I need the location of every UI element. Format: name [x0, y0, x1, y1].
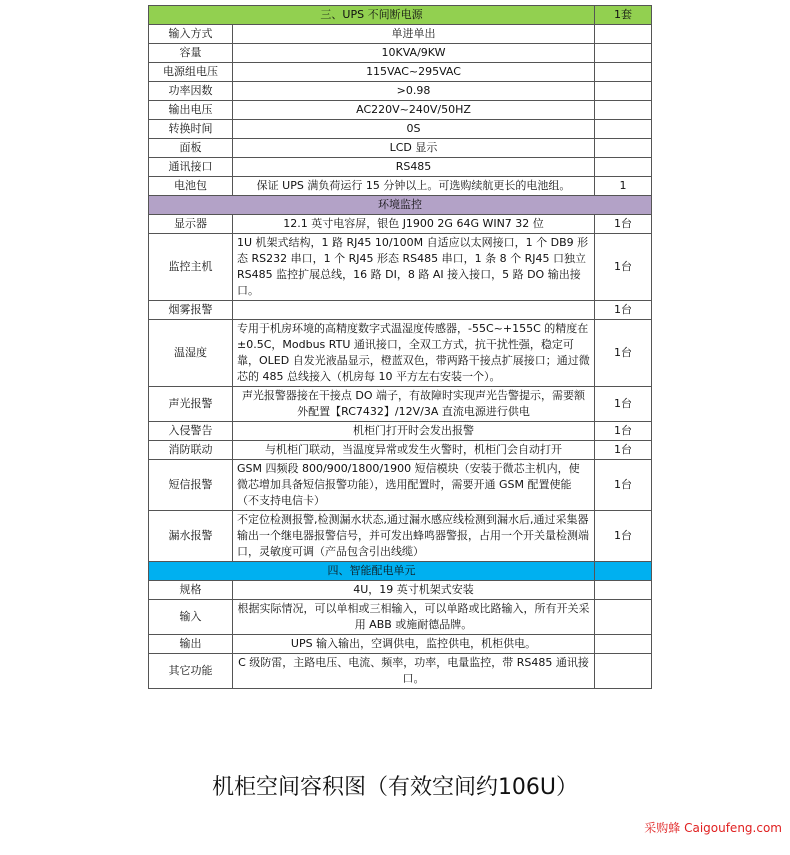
table-row [149, 101, 652, 120]
table-row [149, 460, 652, 511]
row-label: 烟雾报警 [149, 301, 233, 320]
table-row [149, 120, 652, 139]
row-label: 功率因数 [149, 82, 233, 101]
row-value: 4U，19 英寸机架式安装 [233, 581, 595, 600]
row-qty: 1 [595, 177, 652, 196]
row-value: 声光报警器接在干接点 DO 端子，有故障时实现声光告警提示，需要额外配置【RC7432】/12V/3A 直流电源进行供电 [233, 387, 595, 422]
row-label: 监控主机 [149, 234, 233, 301]
table-row [149, 63, 652, 82]
row-value: C 级防雷，主路电压、电流、频率，功率，电量监控，带 RS485 通讯接口。 [233, 654, 595, 689]
row-label: 输出电压 [149, 101, 233, 120]
spec-table [148, 5, 652, 689]
row-qty [595, 581, 652, 600]
row-value: 115VAC~295VAC [233, 63, 595, 82]
row-value: 专用于机房环境的高精度数字式温湿度传感器，-55C~+155C 的精度在 ±0.5C，Modbus RTU 通讯接口，全双工方式，抗干扰性强，稳定可靠，OLED 自发光液晶显示，橙蓝双色，带两路干接点扩展接口；通过微芯的 485 总线接入（机房每 10 平方左右安装一个）。 [233, 320, 595, 387]
figure-caption: 机柜空间容积图（有效空间约106U） [211, 775, 579, 800]
section-title-env: 环境监控 [149, 196, 652, 215]
row-qty: 1台 [595, 301, 652, 320]
row-qty: 1台 [595, 387, 652, 422]
row-label: 输入 [149, 600, 233, 635]
section-qty-ups: 1套 [595, 6, 652, 25]
row-qty: 1台 [595, 422, 652, 441]
row-value: LCD 显示 [233, 139, 595, 158]
section-header-env [149, 196, 652, 215]
table-row [149, 600, 652, 635]
table-row [149, 441, 652, 460]
row-qty: 1台 [595, 441, 652, 460]
row-label: 输出 [149, 635, 233, 654]
row-value: RS485 [233, 158, 595, 177]
table-row [149, 25, 652, 44]
section-header-pdu [149, 562, 652, 581]
section-header-ups [149, 6, 652, 25]
row-value: 0S [233, 120, 595, 139]
row-label: 通讯接口 [149, 158, 233, 177]
row-value: 保证 UPS 满负荷运行 15 分钟以上。可选购续航更长的电池组。 [233, 177, 595, 196]
row-label: 转换时间 [149, 120, 233, 139]
table-row [149, 158, 652, 177]
table-row [149, 654, 652, 689]
row-label: 容量 [149, 44, 233, 63]
row-qty [595, 158, 652, 177]
watermark-text: 采购蜂 Caigoufeng.com [644, 821, 782, 835]
table-row [149, 215, 652, 234]
row-qty [595, 25, 652, 44]
row-qty: 1台 [595, 215, 652, 234]
table-row [149, 234, 652, 301]
row-value: GSM 四频段 800/900/1800/1900 短信模块（安装于微芯主机内，使微芯增加具备短信报警功能），选用配置时，需要开通 GSM 配置使能（不支持电信卡） [233, 460, 595, 511]
row-qty [595, 82, 652, 101]
row-label: 温湿度 [149, 320, 233, 387]
row-value: 与机柜门联动，当温度异常或发生火警时，机柜门会自动打开 [233, 441, 595, 460]
row-qty: 1台 [595, 511, 652, 562]
table-row [149, 177, 652, 196]
table-row [149, 581, 652, 600]
row-qty [595, 63, 652, 82]
table-row [149, 422, 652, 441]
row-value: 单进单出 [233, 25, 595, 44]
row-value: 机柜门打开时会发出报警 [233, 422, 595, 441]
row-label: 输入方式 [149, 25, 233, 44]
table-row [149, 139, 652, 158]
row-value: 1U 机架式结构，1 路 RJ45 10/100M 自适应以太网接口，1 个 DB9 形态 RS232 串口，1 个 RJ45 形态 RS485 串口，1 条 8 个 RJ45 口独立 RS485 监控扩展总线，16 路 DI，8 路 AI 接入接口，5 路 DO 输出接口。 [233, 234, 595, 301]
row-label: 消防联动 [149, 441, 233, 460]
row-value [233, 301, 595, 320]
row-qty [595, 139, 652, 158]
row-qty: 1台 [595, 460, 652, 511]
row-label: 声光报警 [149, 387, 233, 422]
row-value: 10KVA/9KW [233, 44, 595, 63]
table-row [149, 387, 652, 422]
row-value: AC220V~240V/50HZ [233, 101, 595, 120]
row-label: 入侵警告 [149, 422, 233, 441]
section-qty-pdu [595, 562, 652, 581]
row-qty [595, 600, 652, 635]
row-qty [595, 635, 652, 654]
row-value: >0.98 [233, 82, 595, 101]
table-row [149, 511, 652, 562]
row-label: 显示器 [149, 215, 233, 234]
row-value: UPS 输入输出，空调供电，监控供电，机柜供电。 [233, 635, 595, 654]
row-label: 电池包 [149, 177, 233, 196]
table-row [149, 44, 652, 63]
row-label: 电源组电压 [149, 63, 233, 82]
row-qty [595, 120, 652, 139]
row-qty [595, 101, 652, 120]
row-value: 不定位检测报警,检测漏水状态,通过漏水感应线检测到漏水后,通过采集器输出一个继电器报警信号，并可发出蜂鸣器警报，占用一个开关量检测端口，灵敏度可调（产品包含引出线缆） [233, 511, 595, 562]
table-row [149, 635, 652, 654]
row-label: 规格 [149, 581, 233, 600]
section-title-pdu: 四、智能配电单元 [149, 562, 595, 581]
row-qty [595, 44, 652, 63]
row-qty: 1台 [595, 234, 652, 301]
row-label: 其它功能 [149, 654, 233, 689]
row-label: 漏水报警 [149, 511, 233, 562]
section-title-ups: 三、UPS 不间断电源 [149, 6, 595, 25]
table-row [149, 301, 652, 320]
row-qty [595, 654, 652, 689]
row-value: 12.1 英寸电容屏，银色 J1900 2G 64G WIN7 32 位 [233, 215, 595, 234]
row-label: 面板 [149, 139, 233, 158]
table-row [149, 320, 652, 387]
row-qty: 1台 [595, 320, 652, 387]
row-label: 短信报警 [149, 460, 233, 511]
table-row [149, 82, 652, 101]
row-value: 根据实际情况，可以单相或三相输入，可以单路或比路输入，所有开关采用 ABB 或施耐德品牌。 [233, 600, 595, 635]
